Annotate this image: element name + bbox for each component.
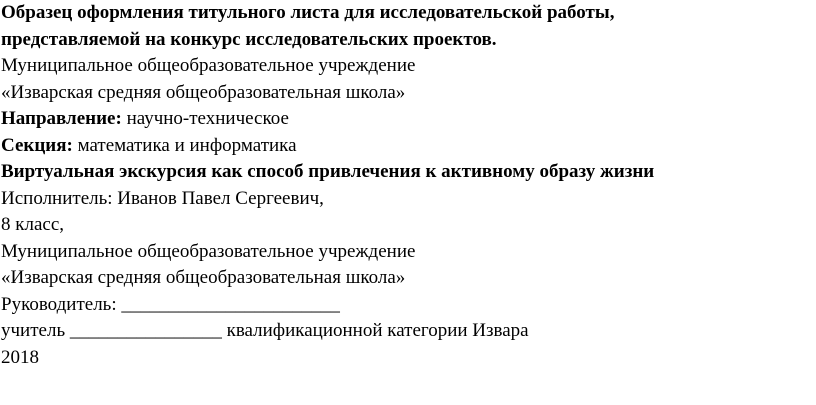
author-grade: 8 класс, — [1, 214, 65, 235]
direction-line — [1, 106, 813, 133]
section-value: математика и информатика — [72, 134, 297, 156]
supervisor-line: Руководитель: _______________________ — [1, 293, 340, 315]
direction-label: Направление: — [1, 108, 122, 129]
institution-line-1: Муниципальное общеобразовательное учреждение — [1, 55, 416, 76]
author-institution-line-2: «Изварская средняя общеобразовательная школа» — [1, 267, 406, 288]
supervisor-teacher-line: учитель ________________ квалификационной категории Извара — [1, 320, 529, 341]
title-page-document — [1, 0, 813, 371]
heading-line-1: Образец оформления титульного листа для исследовательской работы, — [1, 2, 615, 23]
direction-value: научно-техническое — [121, 108, 289, 129]
author-institution-line-1: Муниципальное общеобразовательное учреждение — [1, 240, 416, 262]
author-line: Исполнитель: Иванов Павел Сергеевич, — [1, 187, 324, 209]
heading-line-2: представляемой на конкурс исследовательских проектов. — [1, 28, 497, 50]
year: 2018 — [1, 346, 39, 368]
section-label: Секция: — [1, 134, 73, 156]
institution-line-2: «Изварская средняя общеобразовательная школа» — [1, 81, 406, 103]
work-title: Виртуальная экскурсия как способ привлечения к активному образу жизни — [1, 161, 655, 182]
section-line — [1, 133, 813, 160]
